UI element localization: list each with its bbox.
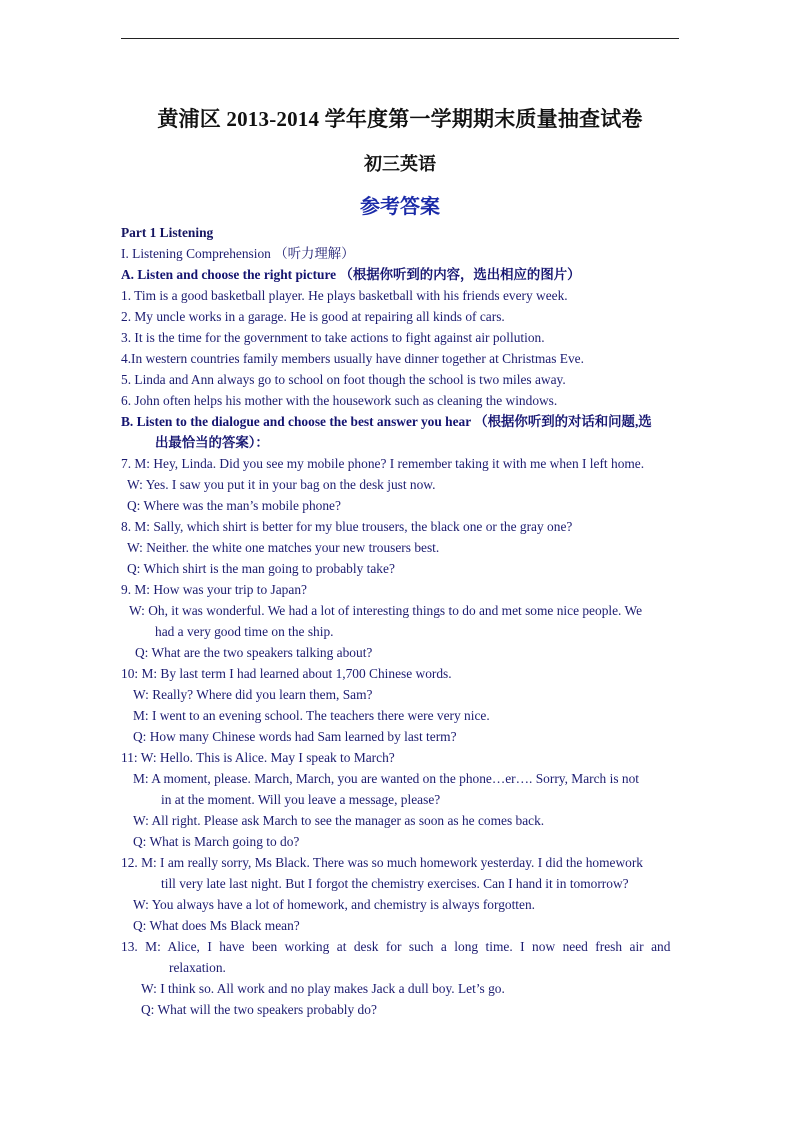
list-item: 4.In western countries family members usually have dinner together at Christmas Eve. [121,351,584,366]
dialogue-line: 10: M: By last term I had learned about 1,700 Chinese words. [121,666,452,681]
section-b-heading: B. Listen to the dialogue and choose the best answer you hear （根据你听到的对话和问题,选 [121,414,652,429]
dialogue-line: 9. M: How was your trip to Japan? [121,582,307,597]
dialogue-line: 13. M: Alice, I have been working at desk for such a long time. I now need fresh air and [121,939,671,954]
list-item: 2. My uncle works in a garage. He is good at repairing all kinds of cars. [121,309,505,324]
dialogue-line: W: Oh, it was wonderful. We had a lot of interesting things to do and met some nice people. We [129,603,643,618]
section-b-heading-cont: 出最恰当的答案）： [155,435,269,450]
exam-subtitle: 初三英语 [364,154,436,174]
dialogue-line: W: Yes. I saw you put it in your bag on the desk just now. [127,477,436,492]
top-rule [121,38,679,39]
dialogue-question: Q: Which shirt is the man going to probably take? [127,561,395,576]
list-item: 5. Linda and Ann always go to school on foot though the school is two miles away. [121,372,566,387]
exam-title: 黄浦区 2013-2014 学年度第一学期期末质量抽查试卷 [157,107,643,131]
part-title: Part 1 Listening [121,225,214,240]
section-label: I. Listening Comprehension （听力理解） [121,246,355,261]
answer-key-heading: 参考答案 [360,196,440,218]
dialogue-line: W: I think so. All work and no play makes Jack a dull boy. Let’s go. [141,981,505,996]
document-body [121,222,679,1020]
section-a-heading: A. Listen and choose the right picture （根据你听到的内容，选出相应的图片） [121,267,581,282]
dialogue-question: Q: What are the two speakers talking about? [135,645,373,660]
list-item: 3. It is the time for the government to take actions to fight against air pollution. [121,330,545,345]
dialogue-question: Q: Where was the man’s mobile phone? [127,498,341,513]
dialogue-line-cont: till very late last night. But I forgot the chemistry exercises. Can I hand it in tomorrow? [161,876,629,891]
dialogue-question: Q: What is March going to do? [133,834,300,849]
dialogue-line-cont: in at the moment. Will you leave a message, please? [161,792,441,807]
list-item: 6. John often helps his mother with the housework such as cleaning the windows. [121,393,558,408]
dialogue-question: Q: What does Ms Black mean? [133,918,300,933]
dialogue-line: W: All right. Please ask March to see the manager as soon as he comes back. [133,813,545,828]
list-item: 1. Tim is a good basketball player. He plays basketball with his friends every week. [121,288,568,303]
dialogue-question: Q: How many Chinese words had Sam learned by last term? [133,729,457,744]
dialogue-line: W: Neither. the white one matches your new trousers best. [127,540,440,555]
dialogue-line: 12. M: I am really sorry, Ms Black. There was so much homework yesterday. I did the homework [121,855,643,870]
dialogue-line: M: I went to an evening school. The teachers there were very nice. [133,708,490,723]
dialogue-line: W: You always have a lot of homework, and chemistry is always forgotten. [133,897,536,912]
dialogue-question: Q: What will the two speakers probably do? [141,1002,377,1017]
dialogue-line: 7. M: Hey, Linda. Did you see my mobile phone? I remember taking it with me when I left home. [121,456,645,471]
dialogue-line: M: A moment, please. March, March, you are wanted on the phone…er…. Sorry, March is not [133,771,639,786]
dialogue-line: 11: W: Hello. This is Alice. May I speak to March? [121,750,395,765]
dialogue-line: W: Really? Where did you learn them, Sam? [133,687,373,702]
dialogue-line-cont: had a very good time on the ship. [155,624,334,639]
dialogue-line-cont: relaxation. [169,960,226,975]
dialogue-line: 8. M: Sally, which shirt is better for my blue trousers, the black one or the gray one? [121,519,573,534]
